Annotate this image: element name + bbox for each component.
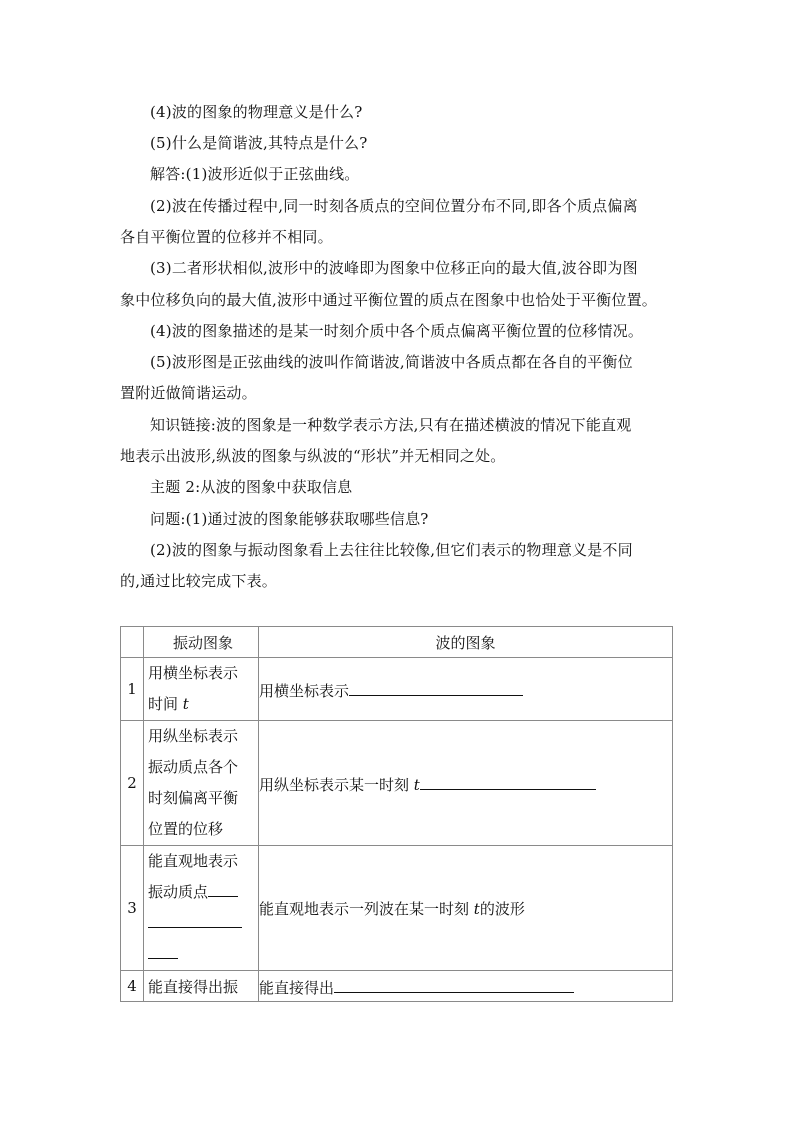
answer-blank[interactable]	[349, 678, 523, 696]
cell-text: 时刻偏离平衡	[148, 789, 239, 807]
wave-cell	[259, 721, 673, 846]
cell-text: 用横坐标表示	[148, 664, 239, 682]
cell-text: 振动质点	[148, 883, 209, 901]
answer-2-line1: (2)波在传播过程中,同一时刻各质点的空间位置分布不同,即各个质点偏离	[150, 197, 638, 215]
cell-text: 的波形	[479, 899, 525, 918]
row-number: 1	[121, 658, 144, 721]
table-row	[121, 658, 673, 721]
header-vibration-graph: 振动图象	[144, 627, 259, 658]
topic-2-heading: 主题 2:从波的图象中获取信息	[150, 478, 353, 496]
vibration-cell	[144, 658, 259, 721]
variable-t: t	[413, 775, 420, 794]
cell-text: 用横坐标表示	[259, 681, 350, 700]
answer-blank[interactable]	[148, 941, 178, 959]
answer-3-line1: (3)二者形状相似,波形中的波峰即为图象中位移正向的最大值,波谷即为图	[150, 259, 638, 277]
row-number: 3	[121, 846, 144, 971]
wave-cell	[259, 658, 673, 721]
cell-text: 能直观地表示	[148, 852, 239, 870]
answer-1: 解答:(1)波形近似于正弦曲线。	[150, 165, 360, 183]
vibration-cell	[144, 721, 259, 846]
header-wave-graph: 波的图象	[259, 627, 673, 658]
answer-4: (4)波的图象描述的是某一时刻介质中各个质点偏离平衡位置的位移情况。	[150, 322, 644, 340]
cell-text: 位置的位移	[148, 820, 224, 838]
wave-cell	[259, 971, 673, 1002]
knowledge-link-line2: 地表示出波形,纵波的图象与纵波的“形状”并无相同之处。	[120, 447, 506, 465]
comparison-table	[120, 626, 673, 1002]
vibration-cell	[144, 846, 259, 971]
vibration-cell: 能直接得出振	[144, 971, 259, 1002]
cell-text: 振动质点各个	[148, 758, 239, 776]
table-header-row	[121, 627, 673, 658]
variable-t: t	[473, 899, 480, 918]
cell-text: 能直观地表示一列波在某一时刻	[259, 899, 474, 918]
row-number: 2	[121, 721, 144, 846]
cell-text: 用纵坐标表示	[148, 727, 239, 745]
table-row	[121, 971, 673, 1002]
answer-5-line1: (5)波形图是正弦曲线的波叫作简谐波,简谐波中各质点都在各自的平衡位	[150, 353, 633, 371]
table-row	[121, 721, 673, 846]
answer-blank[interactable]	[208, 879, 238, 897]
question-5: (5)什么是简谐波,其特点是什么?	[150, 134, 368, 152]
answer-3-line2: 象中位移负向的最大值,波形中通过平衡位置的质点在图象中也恰处于平衡位置。	[120, 291, 657, 309]
answer-blank[interactable]	[420, 772, 596, 790]
table-row	[121, 846, 673, 971]
question-4: (4)波的图象的物理意义是什么?	[150, 103, 363, 121]
cell-text: 时间	[148, 695, 183, 713]
problem-2-line1: (2)波的图象与振动图象看上去往往比较像,但它们表示的物理意义是不同	[150, 541, 633, 559]
row-number: 4	[121, 971, 144, 1002]
problem-2-line2: 的,通过比较完成下表。	[120, 572, 277, 590]
answer-blank[interactable]	[334, 975, 574, 993]
knowledge-link-line1: 知识链接:波的图象是一种数学表示方法,只有在描述横波的情况下能直观	[150, 416, 632, 434]
variable-t: t	[182, 695, 189, 713]
answer-5-line2: 置附近做简谐运动。	[120, 384, 257, 402]
header-cell-num	[121, 627, 144, 658]
problem-1: 问题:(1)通过波的图象能够获取哪些信息?	[150, 510, 429, 528]
answer-2-line2: 各自平衡位置的位移并不相同。	[120, 228, 333, 246]
cell-text: 用纵坐标表示某一时刻	[259, 775, 414, 794]
answer-blank[interactable]	[148, 910, 242, 928]
cell-text: 能直接得出	[259, 978, 335, 997]
wave-cell	[259, 846, 673, 971]
